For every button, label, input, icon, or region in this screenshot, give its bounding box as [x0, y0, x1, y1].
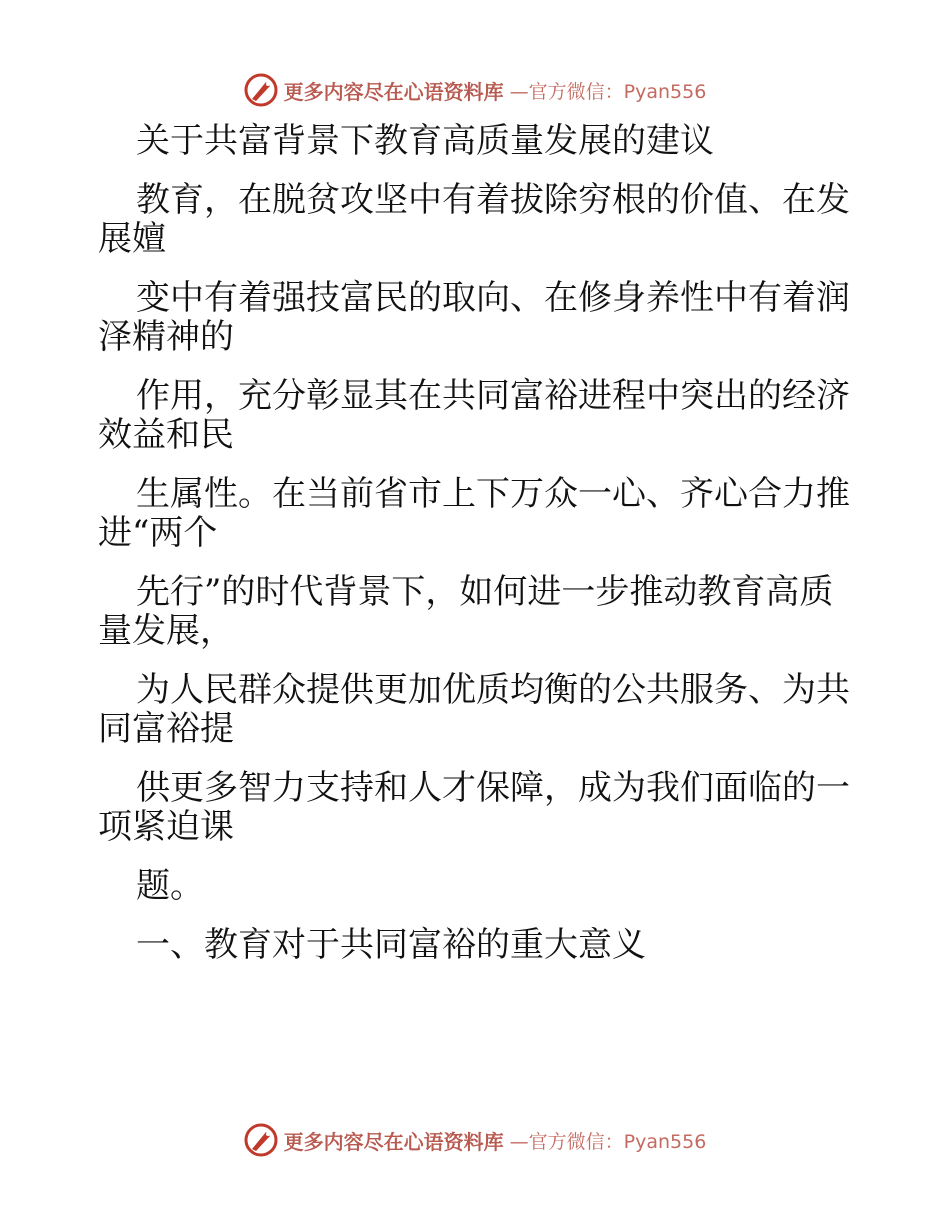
paragraph-line: 生属性。在当前省市上下万众一心、齐心合力推 [136, 474, 850, 514]
paragraph-line-wrap: 项紧迫课 [98, 807, 234, 847]
document-body [98, 122, 858, 965]
paragraph-line: 先行”的时代背景下，如何进一步推动教育高质 [136, 572, 834, 612]
banner-main-text: 更多内容尽在心语资料库 [283, 79, 504, 104]
paragraph-line-wrap: 效益和民 [98, 415, 234, 455]
paragraph-line: 为人民群众提供更加优质均衡的公共服务、为共 [136, 670, 850, 710]
paragraph-line-wrap: 同富裕提 [98, 709, 234, 749]
banner-main-text: 更多内容尽在心语资料库 [283, 1129, 504, 1154]
paragraph-line-wrap: 展嬗 [98, 219, 166, 259]
paragraph-line: 作用，充分彰显其在共同富裕进程中突出的经济 [136, 376, 850, 416]
banner-sub-text: —官方微信：Pyan556 [509, 1130, 707, 1153]
paragraph-line: 教育，在脱贫攻坚中有着拔除穷根的价值、在发 [136, 180, 850, 220]
pen-logo-icon [244, 1123, 278, 1157]
section-heading: 一、教育对于共同富裕的重大意义 [136, 925, 646, 965]
document-title: 关于共富背景下教育高质量发展的建议 [136, 121, 714, 161]
banner-sub-text: —官方微信：Pyan556 [509, 80, 707, 103]
pen-logo-icon [244, 73, 278, 107]
paragraph-line-wrap: 进“两个 [98, 513, 218, 553]
footer-watermark-banner [0, 1120, 950, 1160]
paragraph-line: 供更多智力支持和人才保障，成为我们面临的一 [136, 768, 850, 808]
header-watermark-banner [0, 70, 950, 110]
paragraph-tail: 题。 [136, 866, 204, 906]
paragraph-line-wrap: 量发展， [98, 611, 234, 651]
paragraph-line-wrap: 泽精神的 [98, 317, 234, 357]
paragraph-line: 变中有着强技富民的取向、在修身养性中有着润 [136, 278, 850, 318]
